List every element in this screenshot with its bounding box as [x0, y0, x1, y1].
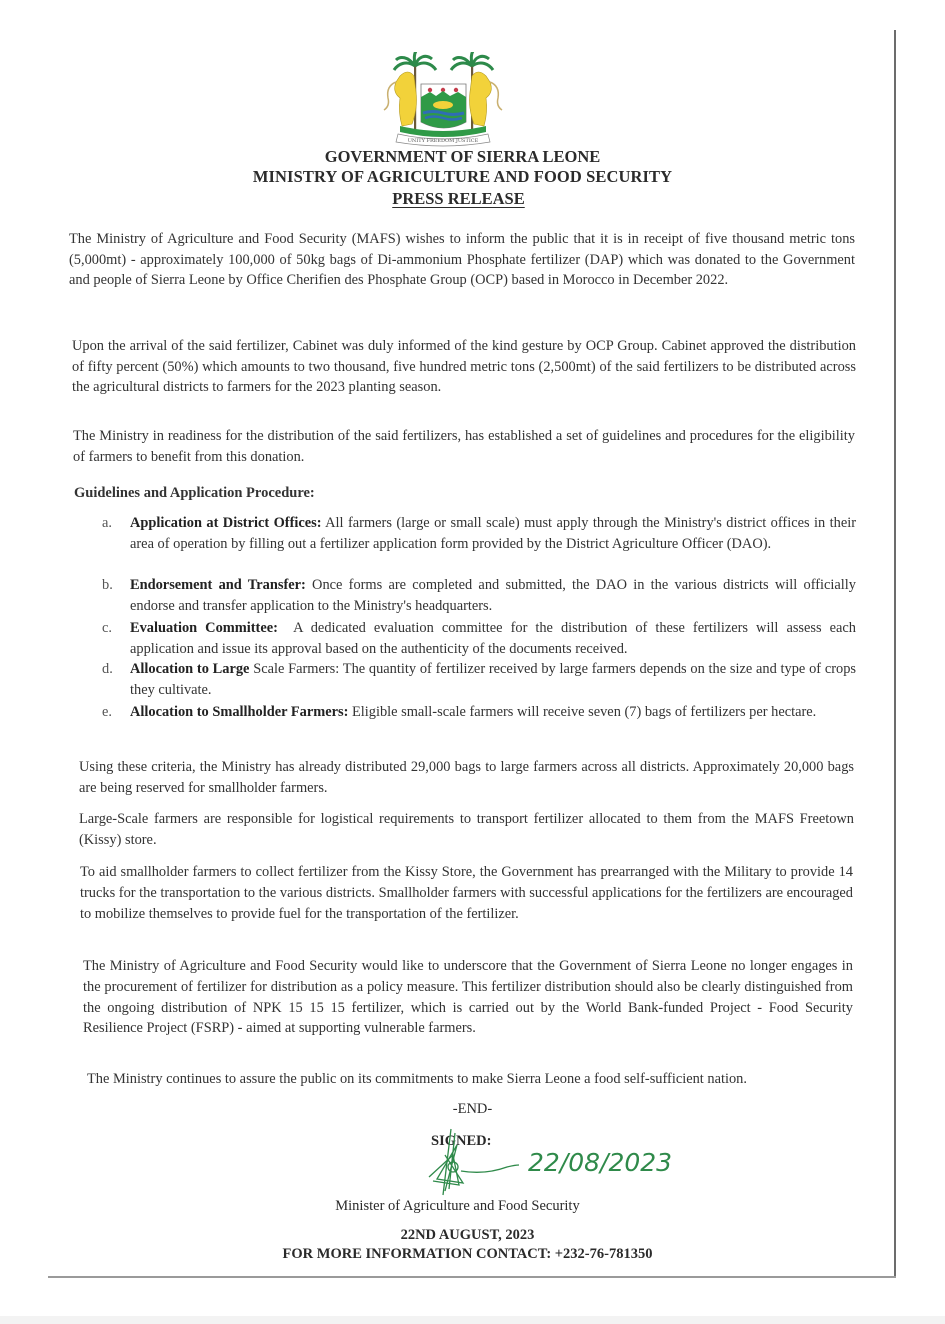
signed-label: SIGNED:: [431, 1133, 492, 1149]
paragraph-policy-note: The Ministry of Agriculture and Food Security would like to underscore that the Government of Sierra Leone no longer engages in the procurement of fertilizer for distribution as a policy measure. This fertilizer distribution should also be clearly distinguished from the ongoing distribution of NPK 15 15 15 fertilizer, which is carried out by the World Bank-funded Project - Food Security Resilience Project (FSRP) - aimed at supporting vulnerable farmers.: [83, 958, 853, 1037]
paragraph-commitment: The Ministry continues to assure the public on its commitments to make Sierra Leone a food self-sufficient nation.: [87, 1071, 747, 1087]
guideline-item: [102, 513, 856, 575]
list-marker: d.: [102, 661, 113, 677]
guideline-title: Allocation to Large: [130, 661, 250, 677]
lion-supporter-right-icon: [470, 72, 503, 126]
guideline-item: [102, 702, 856, 744]
guidelines-heading: Guidelines and Application Procedure:: [74, 485, 315, 501]
guideline-text: A dedicated evaluation committee for the distribution of these fertilizers will assess each application and issue its approval based on the authenticity of the documents received.: [130, 620, 860, 657]
page-border-right: [894, 30, 896, 1277]
guideline-title: Evaluation Committee:: [130, 620, 278, 636]
list-marker: a.: [102, 515, 112, 531]
paragraph-cabinet-approval: Upon the arrival of the said fertilizer, Cabinet was duly informed of the kind gesture by OCP Group. Cabinet approved the distribution of fifty percent (50%) which amounts to two thousand, five hundred metric tons (2,500mt) of the said fertilizers to be distributed across the agricultural districts to farmers for the 2023 planting season.: [72, 338, 856, 395]
guideline-text: Scale Farmers: The quantity of fertilizer received by large farmers depends on the size and type of crops they cultivate.: [130, 661, 856, 698]
list-marker: b.: [102, 577, 113, 593]
paragraph-large-scale-logistics: Large-Scale farmers are responsible for logistical requirements to transport fertilizer allocated to them from the MAFS Freetown (Kissy) store.: [79, 811, 854, 848]
guideline-item: [102, 659, 856, 702]
sierra-leone-coat-of-arms-icon: [378, 52, 508, 147]
bottom-strip: [0, 1316, 945, 1324]
guideline-title: Endorsement and Transfer:: [130, 577, 306, 593]
guideline-text: Once forms are completed and submitted, the DAO in the various districts will officially endorse and transfer application to the Ministry's headquarters.: [130, 577, 856, 614]
paragraph-receipt: The Ministry of Agriculture and Food Security (MAFS) wishes to inform the public that it is in receipt of five thousand metric tons (5,000mt) - approximately 100,000 of 50kg bags of Di-ammonium Phosphate fertilizer (DAP) which was donated to the Government and people of Sierra Leone by Office Cherifien des Phosphate Group (OCP) based in Morocco in December 2022.: [69, 231, 855, 288]
list-marker: e.: [102, 704, 112, 720]
contact-info: FOR MORE INFORMATION CONTACT: +232-76-781350: [282, 1246, 653, 1262]
signatory-title: Minister of Agriculture and Food Security: [335, 1198, 580, 1214]
paragraph-readiness: The Ministry in readiness for the distribution of the said fertilizers, has established a set of guidelines and procedures for the eligibility of farmers to benefit from this donation.: [73, 428, 855, 465]
guideline-title: Application at District Offices:: [130, 515, 322, 531]
press-release-title-text: PRESS RELEASE: [392, 189, 525, 208]
government-heading: GOVERNMENT OF SIERRA LEONE: [324, 147, 601, 166]
page-border-bottom: [48, 1276, 896, 1278]
paragraph-distribution-status: Using these criteria, the Ministry has already distributed 29,000 bags to large farmers across all districts. Approximately 20,000 bags are being reserved for smallholder farmers.: [79, 759, 854, 796]
paragraph-transport-aid: To aid smallholder farmers to collect fertilizer from the Kissy Store, the Government has prearranged with the Military to provide 14 trucks for the transportation to the various districts. Smallholder farmers with successful applications for the fertilizers are encouraged to mobilize themselves to provide fuel for the transportation of the fertilizer.: [80, 864, 853, 922]
signature-scribble-icon: [429, 1129, 519, 1195]
guideline-text: Eligible small-scale farmers will receive seven (7) bags of fertilizers per hectare.: [348, 704, 817, 720]
guideline-text: All farmers (large or small scale) must apply through the Ministry's district offices in their area of operation by filling out a fertilizer application form provided by the District Agriculture Officer (DAO).: [130, 515, 856, 552]
end-marker: -END-: [452, 1101, 493, 1117]
list-marker: c.: [102, 620, 112, 636]
guidelines-list: [102, 513, 860, 744]
lion-supporter-left-icon: [384, 72, 417, 126]
handwritten-date: 22/08/2023: [528, 1148, 673, 1177]
ministry-heading: MINISTRY OF AGRICULTURE AND FOOD SECURITY: [252, 167, 673, 186]
guideline-title: Allocation to Smallholder Farmers:: [130, 704, 349, 720]
guideline-item: [102, 618, 860, 659]
crest-motto: UNITY FREEDOM JUSTICE: [407, 138, 479, 144]
guideline-item: [102, 575, 856, 618]
press-release-title: [0, 189, 931, 209]
release-date: 22ND AUGUST, 2023: [400, 1227, 535, 1243]
